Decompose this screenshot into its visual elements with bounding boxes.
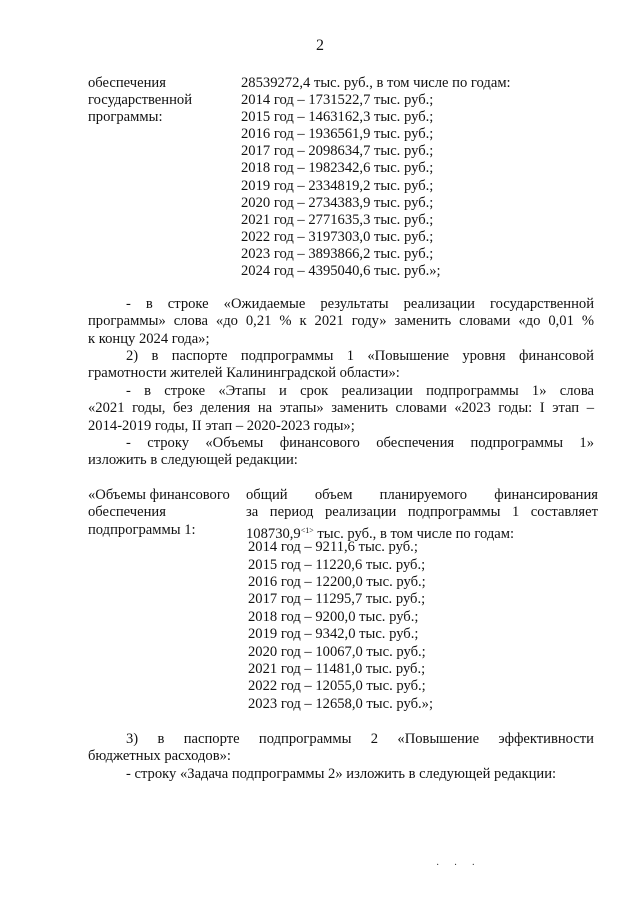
paragraph-task-line [88,766,594,783]
year-line: 2020 год – 10067,0 тыс. руб.; [248,643,426,660]
year-line: 2014 год – 9211,6 тыс. руб.; [248,539,418,556]
year-line: 2024 год – 4395040,6 тыс. руб.»; [241,263,441,280]
label-line: обеспечения [88,504,166,521]
paragraph-line: - строку «Задача подпрограммы 2» изложить в следующей редакции: [126,766,557,782]
funding-text-line: общий объем планируемого финансирования [246,487,598,503]
paragraph-line: 2014-2019 годы, II этап – 2020-2023 годы»; [88,417,355,434]
paragraph-line: «2021 годы, без деления на этапы» заменить словами «2023 годы: I этап – [88,400,594,417]
paragraph-line: 3) в паспорте подпрограммы 2 «Повышение эффективности [126,731,594,747]
subprogram1-funding-block [88,487,598,713]
program-funding-block [88,75,618,280]
paragraph-line: изложить в следующей редакции: [88,452,298,469]
program-funding-label [88,75,241,280]
funding-total-line [246,522,598,542]
year-line: 2021 год – 2771635,3 тыс. руб.; [241,211,434,228]
year-line: 2023 год – 3893866,2 тыс. руб.; [241,245,434,262]
year-line: 2016 год – 1936561,9 тыс. руб.; [241,126,434,143]
year-line: 2020 год – 2734383,9 тыс. руб.; [241,194,434,211]
paragraph-line: 2) в паспорте подпрограммы 1 «Повышение уровня финансовой [126,348,594,364]
paragraph-stages [88,383,594,435]
year-line: 2018 год – 1982342,6 тыс. руб.; [241,160,434,177]
label-line: программы: [88,109,163,125]
paragraph-line: программы» слова «до 0,21 % к 2021 году» заменить словами «до 0,01 % [88,313,594,330]
subprogram1-funding-label [88,487,246,713]
year-line: 2015 год – 11220,6 тыс. руб.; [248,556,426,573]
total-suffix: тыс. руб., в том числе по годам: [313,525,515,542]
footnote-marker: <1> [300,525,314,535]
paragraph-line: грамотности жителей Калининградской области»: [88,365,400,382]
year-line: 2022 год – 3197303,0 тыс. руб.; [241,228,434,245]
year-line: 2016 год – 12200,0 тыс. руб.; [248,573,426,590]
paragraph-funding-line [88,435,594,470]
paragraph-expected-results [88,296,594,348]
paragraph-line: - в строке «Ожидаемые результаты реализации государственной [126,296,594,312]
year-line: 2022 год – 12055,0 тыс. руб.; [248,678,426,695]
year-line: 2015 год – 1463162,3 тыс. руб.; [241,109,434,126]
label-line: «Объемы финансового [88,487,230,503]
paragraph-subprogram1-passport [88,348,594,383]
label-line: государственной [88,92,193,108]
paragraph-line: к концу 2024 года»; [88,330,210,347]
funding-text-line: за период реализации подпрограммы 1 составляет [246,504,598,521]
year-line: 2017 год – 11295,7 тыс. руб.; [248,591,426,608]
paragraph-subprogram2-passport [88,731,594,766]
year-line: 2018 год – 9200,0 тыс. руб.; [248,608,419,625]
total-line: 28539272,4 тыс. руб., в том числе по годам: [241,75,511,91]
paragraph-line: - строку «Объемы финансового обеспечения подпрограммы 1» [126,435,594,451]
total-amount: 108730,9 [246,525,301,542]
year-line: 2017 год – 2098634,7 тыс. руб.; [241,143,434,160]
year-line: 2019 год – 2334819,2 тыс. руб.; [241,177,434,194]
subprogram1-funding-values [246,487,598,713]
year-line: 2014 год – 1731522,7 тыс. руб.; [241,92,434,109]
year-line: 2019 год – 9342,0 тыс. руб.; [248,626,419,643]
year-list [246,539,598,713]
year-line: 2021 год – 11481,0 тыс. руб.; [248,660,426,677]
label-line: подпрограммы 1: [88,521,196,538]
paragraph-line: бюджетных расходов»: [88,748,231,765]
footer-marks: · · · [436,860,481,871]
label-line: обеспечения [88,75,166,91]
year-line: 2023 год – 12658,0 тыс. руб.»; [248,695,434,712]
page-number: 2 [316,37,324,54]
paragraph-line: - в строке «Этапы и срок реализации подпрограммы 1» слова [126,383,594,399]
program-funding-values [241,75,511,280]
